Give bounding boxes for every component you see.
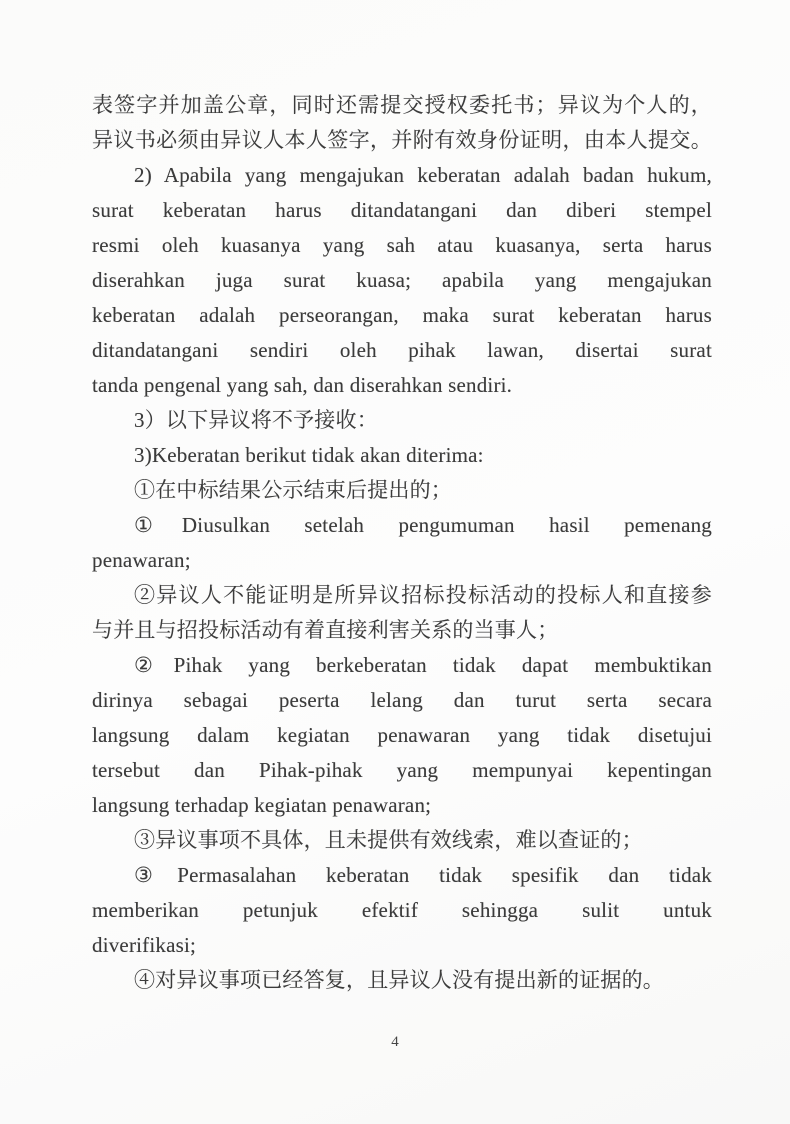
document-body: [92, 88, 712, 998]
text-line: dirinya sebagai peserta lelang dan turut serta secara: [92, 688, 712, 712]
text-line: ④对异议事项已经答复，且异议人没有提出新的证据的。: [134, 968, 664, 992]
text-line: langsung terhadap kegiatan penawaran;: [92, 793, 432, 817]
text-line: resmi oleh kuasanya yang sah atau kuasanya, serta harus: [92, 233, 712, 257]
text-line: 与并且与招投标活动有着直接利害关系的当事人；: [92, 618, 559, 642]
text-line: 2) Apabila yang mengajukan keberatan adalah badan hukum,: [134, 163, 712, 187]
text-line: penawaran;: [92, 548, 191, 572]
text-line: ①Diusulkan setelah pengumuman hasil pemenang: [134, 513, 712, 537]
text-line: diserahkan juga surat kuasa; apabila yang mengajukan: [92, 268, 712, 292]
text-line: ①在中标结果公示结束后提出的；: [134, 478, 452, 502]
text-line: ②异议人不能证明是所异议招标投标活动的投标人和直接参: [134, 583, 712, 607]
page-number: 4: [391, 1034, 399, 1050]
text-line: 表签字并加盖公章，同时还需提交授权委托书；异议为个人的，: [92, 93, 712, 117]
text-line: ③异议事项不具体，且未提供有效线索，难以查证的；: [134, 828, 643, 852]
text-line: 3)Keberatan berikut tidak akan diterima:: [134, 443, 484, 467]
text-line: memberikan petunjuk efektif sehingga sulit untuk: [92, 898, 712, 922]
text-line: langsung dalam kegiatan penawaran yang tidak disetujui: [92, 723, 712, 747]
text-line: ③Permasalahan keberatan tidak spesifik dan tidak: [134, 863, 712, 887]
text-line: ②Pihak yang berkeberatan tidak dapat membuktikan: [134, 653, 712, 677]
text-line: surat keberatan harus ditandatangani dan diberi stempel: [92, 198, 712, 222]
text-line: tersebut dan Pihak-pihak yang mempunyai kepentingan: [92, 758, 712, 782]
text-line: keberatan adalah perseorangan, maka surat keberatan harus: [92, 303, 712, 327]
text-line: 异议书必须由异议人本人签字，并附有效身份证明，由本人提交。: [92, 128, 712, 152]
text-line: 3）以下异议将不予接收：: [134, 408, 378, 432]
text-line: tanda pengenal yang sah, dan diserahkan sendiri.: [92, 373, 513, 397]
text-line: diverifikasi;: [92, 933, 197, 957]
text-line: ditandatangani sendiri oleh pihak lawan, disertai surat: [92, 338, 712, 362]
